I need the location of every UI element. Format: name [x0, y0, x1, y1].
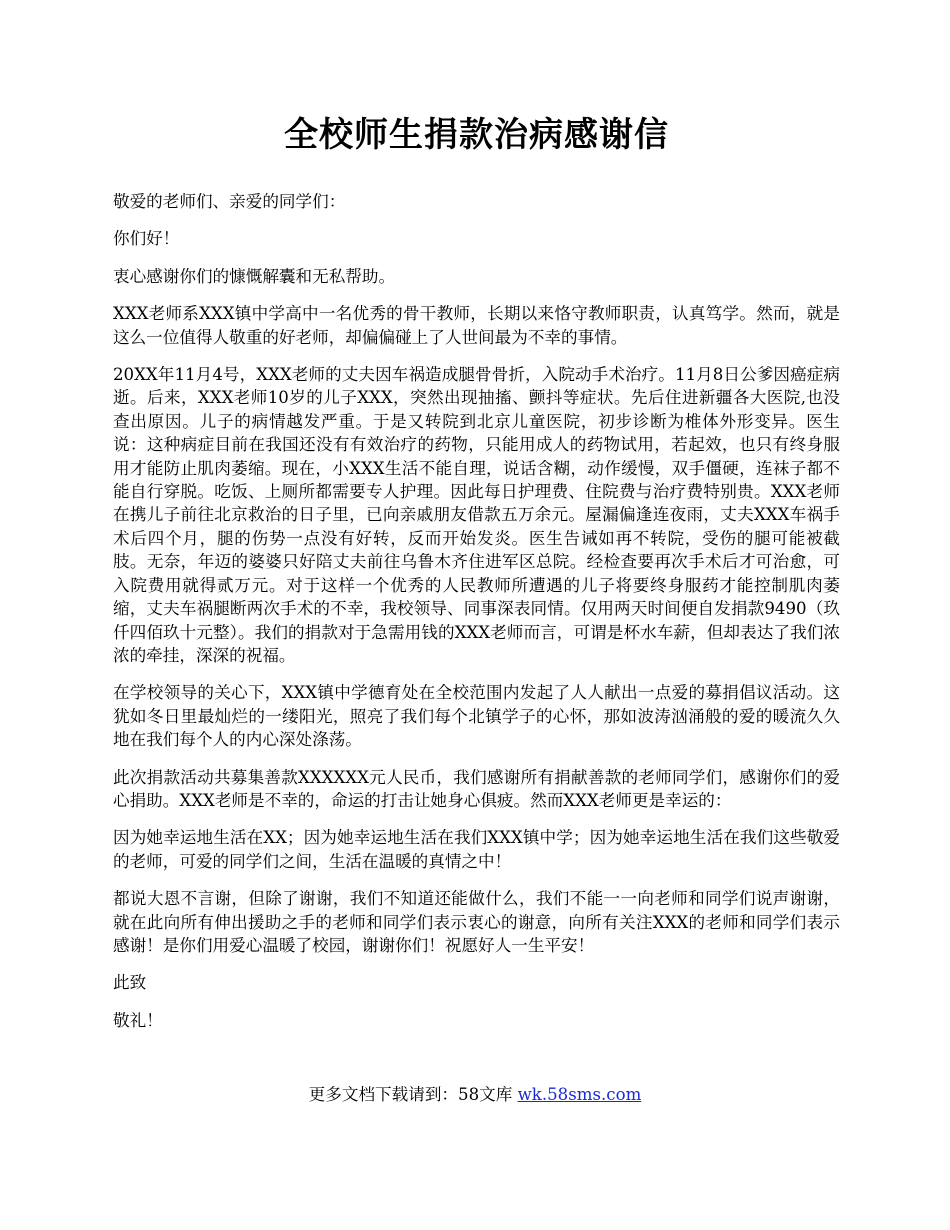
footer-prefix: 更多文档下载请到：58文库 — [308, 1085, 518, 1104]
body-paragraph: XXX老师系XXX镇中学高中一名优秀的骨干教师，长期以来恪守教师职责，认真笃学。然而，就是这么一位值得人敬重的好老师，却偏偏碰上了人世间最为不幸的事情。 — [113, 304, 840, 347]
body-paragraph: 20XX年11月4号，XXX老师的丈夫因车祸造成腿骨骨折，入院动手术治疗。11月8日公爹因癌症病逝。后来，XXX老师10岁的儿子XXX，突然出现抽搐、颤抖等症状。先后住进新疆各大医院,也没查出原因。儿子的病情越发严重。于是又转院到北京儿童医院，初步诊断为椎体外形变异。医生说：这种病症目前在我国还没有有效治疗的药物，只能用成人的药物试用，若起效，也只有终身服用才能防止肌肉萎缩。现在，小XXX生活不能自理，说话含糊，动作缓慢，双手僵硬，连袜子都不能自行穿脱。吃饭、上厕所都需要专人护理。因此每日护理费、住院费与治疗费特别贵。XXX老师在携儿子前往北京救治的日子里，已向亲戚朋友借款五万余元。屋漏偏逢连夜雨，丈夫XXX车祸手术后四个月，腿的伤势一点没有好转，反而开始发炎。医生告诫如再不转院，受伤的腿可能被截肢。无奈，年迈的婆婆只好陪丈夫前往乌鲁木齐住进军区总院。经检查要再次手术后才可治愈，可入院费用就得贰万元。对于这样一个优秀的人民教师所遭遇的儿子将要终身服药才能控制肌肉萎缩，丈夫车祸腿断两次手术的不幸，我校领导、同事深表同情。仅用两天时间便自发捐款9490（玖仟四佰玖十元整）。我们的捐款对于急需用钱的XXX老师而言，可谓是杯水车薪，但却表达了我们浓浓的牵挂，深深的祝福。 — [113, 365, 840, 665]
body-paragraph: 此次捐款活动共募集善款XXXXXX元人民币，我们感谢所有捐献善款的老师同学们，感谢你们的爱心捐助。XXX老师是不幸的，命运的打击让她身心俱疲。然而XXX老师更是幸运的： — [113, 767, 840, 810]
salutation: 敬爱的老师们、亲爱的同学们： — [113, 192, 346, 211]
body-paragraph: 都说大恩不言谢，但除了谢谢，我们不知道还能做什么，我们不能一一向老师和同学们说声谢谢，就在此向所有伸出援助之手的老师和同学们表示衷心的谢意，向所有关注XXX的老师和同学们表示感谢！是你们用爱心温暖了校园，谢谢你们！祝愿好人一生平安！ — [113, 889, 840, 955]
footer — [0, 1083, 950, 1107]
body-paragraph: 在学校领导的关心下，XXX镇中学德育处在全校范围内发起了人人献出一点爱的募捐倡议活动。这犹如冬日里最灿烂的一缕阳光，照亮了我们每个北镇学子的心怀，那如波涛汹涌般的爱的暖流久久地在我们每个人的内心深处涤荡。 — [113, 683, 840, 750]
footer-link[interactable]: wk.58sms.com — [517, 1085, 642, 1104]
document-title: 全校师生捐款治病感谢信 — [284, 115, 669, 155]
thanks-line: 衷心感谢你们的慷慨解囊和无私帮助。 — [113, 266, 396, 286]
document-page — [113, 110, 840, 1046]
greeting: 你们好！ — [113, 229, 180, 249]
closing-salute: 敬礼！ — [113, 1010, 163, 1030]
closing-line: 此致 — [113, 973, 147, 993]
body-paragraph: 因为她幸运地生活在XX；因为她幸运地生活在我们XXX镇中学；因为她幸运地生活在我们这些敬爱的老师，可爱的同学们之间，生活在温暖的真情之中！ — [113, 828, 840, 871]
